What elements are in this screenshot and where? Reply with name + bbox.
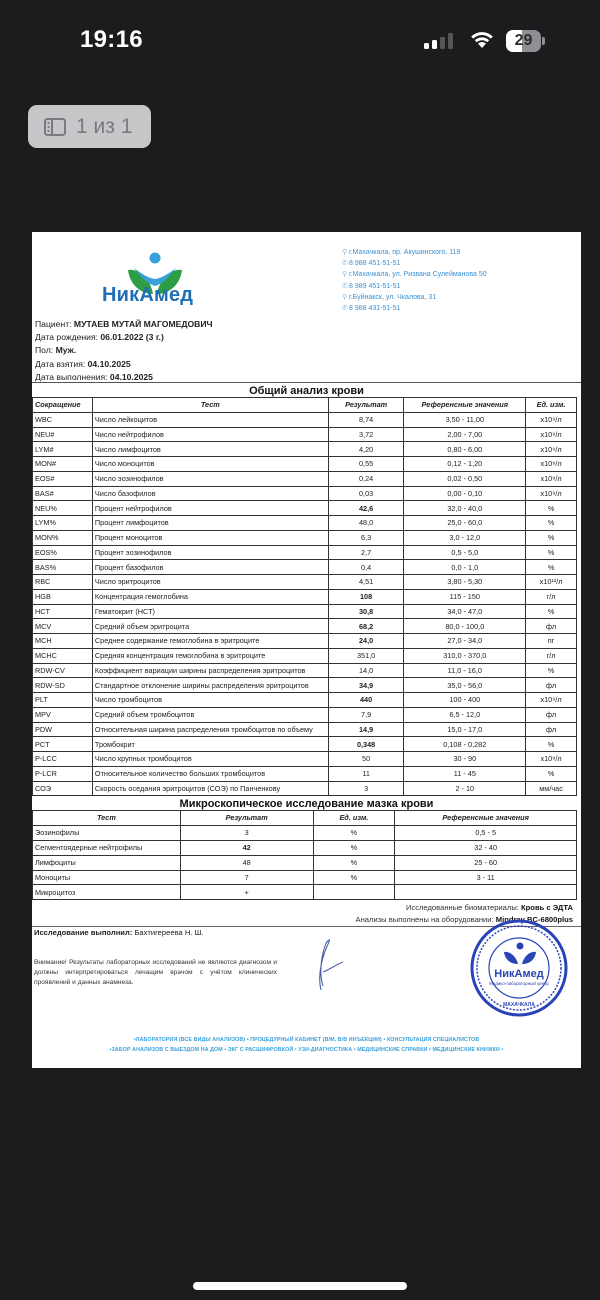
- cbc-reference: 3,80 - 5,30: [404, 575, 526, 590]
- micro-result: +: [180, 885, 313, 900]
- cbc-unit: x10⁹/л: [526, 427, 577, 442]
- cbc-unit: x10⁹/л: [526, 412, 577, 427]
- cbc-reference: 0,00 - 0,10: [404, 486, 526, 501]
- cbc-reference: 15,0 - 17,0: [404, 722, 526, 737]
- cbc-reference: 0,0 - 1,0: [404, 560, 526, 575]
- micro-result: 7: [180, 870, 313, 885]
- col-header-test: Тест: [33, 811, 181, 826]
- col-header-result: Результат: [180, 811, 313, 826]
- cbc-unit: %: [526, 501, 577, 516]
- cbc-reference: 3,50 - 11,00: [404, 412, 526, 427]
- services-footer: •ЛАБОРАТОРИЯ (ВСЕ ВИДЫ АНАЛИЗОВ) • ПРОЦЕДУРНЫЙ КАБИНЕТ (В/М, В/В ИНЪЕКЦИИ) • КОНСУЛЬТАЦИЯ СПЕЦИАЛИСТОВ •ЗАБОР АНАЛИЗОВ С ВЫЕЗДОМ НА ДОМ • ЭКГ С РАСШИФРОВКОЙ • УЗИ-ДИАГНОСТИКА • МЕДИЦИНСКИЕ СПРАВКИ • МЕДИЦИНСКИЕ КНИЖКИ •: [109, 1037, 504, 1053]
- cbc-result: 11: [328, 766, 404, 781]
- cbc-test: Число нейтрофилов: [92, 427, 328, 442]
- cbc-row: [33, 412, 577, 427]
- cbc-test: Число моноцитов: [92, 457, 328, 472]
- cbc-row: [33, 530, 577, 545]
- cbc-title: Общий анализ крови: [249, 385, 364, 397]
- brand-name: НикАмед: [102, 284, 194, 306]
- cbc-abbr: PDW: [33, 722, 93, 737]
- cbc-reference: 0,12 - 1,20: [404, 457, 526, 472]
- cbc-test: Относительное количество больших тромбоцитов: [92, 766, 328, 781]
- micro-reference: 25 - 60: [395, 855, 577, 870]
- cbc-unit: г/л: [526, 589, 577, 604]
- cbc-result: 14,0: [328, 663, 404, 678]
- cbc-result: 2,7: [328, 545, 404, 560]
- cbc-abbr: MON%: [33, 530, 93, 545]
- cbc-unit: %: [526, 516, 577, 531]
- cbc-test: Число эозинофилов: [92, 471, 328, 486]
- cbc-abbr: EOS#: [33, 471, 93, 486]
- cbc-result: 440: [328, 693, 404, 708]
- cbc-row: [33, 722, 577, 737]
- cbc-reference: 11 - 45: [404, 766, 526, 781]
- cbc-unit: %: [526, 530, 577, 545]
- cbc-test: Стандартное отклонение ширины распределения эритроцитов: [92, 678, 328, 693]
- micro-table: [32, 810, 577, 900]
- equipment-value: Mindray BC-6800plus: [495, 914, 573, 924]
- micro-test: Сегментоядерные нейтрофилы: [33, 840, 181, 855]
- location-pin-icon: ⚲: [342, 249, 348, 256]
- cbc-test: Относительная ширина распределения тромбоцитов по объему: [92, 722, 328, 737]
- cbc-unit: фл: [526, 619, 577, 634]
- cbc-test: Процент базофилов: [92, 560, 328, 575]
- cbc-reference: 0,5 - 5,0: [404, 545, 526, 560]
- cbc-row: [33, 781, 577, 796]
- micro-reference: [395, 885, 577, 900]
- cbc-abbr: MCH: [33, 634, 93, 649]
- cbc-row: [33, 648, 577, 663]
- micro-row: [33, 825, 577, 840]
- micro-unit: [313, 885, 395, 900]
- cbc-unit: фл: [526, 707, 577, 722]
- cbc-unit: x10⁹/л: [526, 752, 577, 767]
- cbc-abbr: PLT: [33, 693, 93, 708]
- biomaterial-value: Кровь с ЭДТА: [521, 903, 573, 912]
- status-time: 19:16: [80, 26, 143, 53]
- cbc-row: [33, 737, 577, 752]
- cbc-row: [33, 501, 577, 516]
- cbc-row: [33, 693, 577, 708]
- cbc-abbr: RBC: [33, 575, 93, 590]
- micro-reference: 32 - 40: [395, 840, 577, 855]
- sidebar-toggle-icon: [44, 118, 66, 136]
- cbc-test: Процент лимфоцитов: [92, 516, 328, 531]
- cbc-test: Число крупных тромбоцитов: [92, 752, 328, 767]
- micro-result: 48: [180, 855, 313, 870]
- col-header-unit: Ед. изм.: [526, 398, 577, 413]
- cbc-test: Число эритроцитов: [92, 575, 328, 590]
- sample-done-line: Дата выполнения: 04.10.2025: [35, 371, 153, 382]
- cbc-result: 3: [328, 781, 404, 796]
- cbc-unit: x10⁹/л: [526, 442, 577, 457]
- cbc-row: [33, 516, 577, 531]
- contact-line: ⚲ г.Махачкала, пр. Акушинского, 119: [342, 247, 487, 258]
- micro-test: Моноциты: [33, 870, 181, 885]
- cbc-abbr: NEU#: [33, 427, 93, 442]
- cbc-abbr: MCV: [33, 619, 93, 634]
- col-header-result: Результат: [328, 398, 404, 413]
- cbc-reference: 0,108 - 0,282: [404, 737, 526, 752]
- cbc-reference: 115 - 150: [404, 589, 526, 604]
- cbc-test: Число тромбоцитов: [92, 693, 328, 708]
- cbc-test: Скорость оседания эритроцитов (СОЭ) по Панченкову: [92, 781, 328, 796]
- cbc-result: 108: [328, 589, 404, 604]
- location-pin-icon: ⚲: [342, 271, 348, 279]
- micro-result: 42: [180, 840, 313, 855]
- contact-line: ✆8 988 451-51-51: [342, 258, 487, 269]
- cbc-abbr: P-LCC: [33, 752, 93, 767]
- cbc-row: [33, 575, 577, 590]
- cbc-reference: 30 - 90: [404, 752, 526, 767]
- cbc-reference: 27,0 - 34,0: [404, 634, 526, 649]
- cbc-reference: 310,0 - 370,0: [404, 648, 526, 663]
- patient-sex-line: Пол: Муж.: [35, 345, 77, 356]
- col-header-unit: Ед. изм.: [313, 811, 395, 826]
- cbc-abbr: HCT: [33, 604, 93, 619]
- cbc-unit: x10¹²/л: [526, 575, 577, 590]
- col-header-reference: Референсные значения: [404, 398, 526, 413]
- cbc-test: Средний объем тромбоцитов: [92, 707, 328, 722]
- cbc-result: 0,348: [328, 737, 404, 752]
- cbc-row: [33, 457, 577, 472]
- contact-line: ⚲ г.Махачкала, ул. Ризвана Сулейманова 50: [342, 269, 487, 280]
- cbc-test: Процент эозинофилов: [92, 545, 328, 560]
- cbc-result: 0,55: [328, 457, 404, 472]
- cbc-result: 4,20: [328, 442, 404, 457]
- cbc-unit: %: [526, 663, 577, 678]
- cbc-row: [33, 560, 577, 575]
- cbc-unit: мм/час: [526, 781, 577, 796]
- cbc-row: [33, 707, 577, 722]
- cbc-reference: 34,0 - 47,0: [404, 604, 526, 619]
- cbc-test: Концентрация гемоглобина: [92, 589, 328, 604]
- sample-taken-date: 04.10.2025: [87, 358, 131, 369]
- cbc-result: 14,9: [328, 722, 404, 737]
- cbc-abbr: EOS%: [33, 545, 93, 560]
- svg-text:МАХАЧКАЛА: МАХАЧКАЛА: [503, 1002, 535, 1008]
- lab-report-document: [32, 232, 581, 1068]
- cbc-row: [33, 634, 577, 649]
- patient-name-line: Пациент: МУТАЕВ МУТАЙ МАГОМЕДОВИЧ: [35, 319, 213, 329]
- cbc-result: 0,4: [328, 560, 404, 575]
- cbc-unit: %: [526, 737, 577, 752]
- svg-text:НикАмед: НикАмед: [494, 968, 544, 980]
- cbc-row: [33, 752, 577, 767]
- cbc-row: [33, 471, 577, 486]
- cbc-test: Тромбокрит: [92, 737, 328, 752]
- cbc-abbr: RDW-SD: [33, 678, 93, 693]
- cbc-reference: 80,0 - 100,0: [404, 619, 526, 634]
- micro-unit: %: [313, 840, 395, 855]
- cbc-result: 0,03: [328, 486, 404, 501]
- patient-info: [35, 318, 213, 384]
- cbc-abbr: BAS#: [33, 486, 93, 501]
- micro-row: [33, 885, 577, 900]
- cbc-abbr: MCHC: [33, 648, 93, 663]
- cbc-abbr: WBC: [33, 412, 93, 427]
- cbc-result: 3,72: [328, 427, 404, 442]
- phone-icon: ✆: [342, 260, 348, 268]
- cbc-abbr: BAS%: [33, 560, 93, 575]
- disclaimer-notice: Внимание! Результаты лабораторных исследований не являются диагнозом и должны интерпретироваться лечащим врачом с учётом клинических проявлений и данных анамнеза.: [34, 959, 277, 986]
- cbc-unit: x10⁹/л: [526, 693, 577, 708]
- cbc-test: Число лимфоцитов: [92, 442, 328, 457]
- cbc-test: Коэффициент вариации ширины распределения эритроцитов: [92, 663, 328, 678]
- sample-done-date: 04.10.2025: [109, 371, 153, 382]
- cbc-test: Средняя концентрация гемоглобина в эритроците: [92, 648, 328, 663]
- micro-row: [33, 855, 577, 870]
- patient-dob: 06.01.2022 (3 г.): [100, 332, 164, 343]
- micro-test: Микроцитоз: [33, 885, 181, 900]
- cbc-row: [33, 486, 577, 501]
- cbc-reference: 100 - 400: [404, 693, 526, 708]
- cbc-abbr: RDW-CV: [33, 663, 93, 678]
- cbc-test: Гематокрит (НСТ): [92, 604, 328, 619]
- clinic-contacts: [342, 247, 487, 314]
- micro-result: 3: [180, 825, 313, 840]
- cbc-reference: 6,5 - 12,0: [404, 707, 526, 722]
- col-header-test: Тест: [92, 398, 328, 413]
- cbc-row: [33, 678, 577, 693]
- cbc-row: [33, 427, 577, 442]
- cbc-test: Число лейкоцитов: [92, 412, 328, 427]
- micro-title: Микроскопическое исследование мазка крови: [179, 798, 434, 810]
- divider: [32, 382, 581, 383]
- cbc-test: Процент нейтрофилов: [92, 501, 328, 516]
- cbc-result: 68,2: [328, 619, 404, 634]
- contact-line: ⚲ г.Буйнакск, ул. Чкалова, 31: [342, 292, 487, 303]
- cbc-reference: 35,0 - 56,0: [404, 678, 526, 693]
- cbc-table: [32, 397, 577, 796]
- micro-reference: 0,5 - 5: [395, 825, 577, 840]
- cbc-row: [33, 766, 577, 781]
- micro-unit: %: [313, 855, 395, 870]
- cbc-row: [33, 442, 577, 457]
- cbc-result: 7,9: [328, 707, 404, 722]
- location-pin-icon: ⚲: [342, 293, 348, 301]
- cbc-test: Процент моноцитов: [92, 530, 328, 545]
- cbc-result: 24,0: [328, 634, 404, 649]
- cbc-row: [33, 545, 577, 560]
- svg-text:Медико-лабораторный центр: Медико-лабораторный центр: [489, 981, 549, 986]
- status-bar: [0, 0, 600, 80]
- micro-unit: %: [313, 870, 395, 885]
- cbc-reference: 2 - 10: [404, 781, 526, 796]
- page-indicator-button[interactable]: [28, 105, 151, 148]
- cellular-signal-icon: [424, 33, 456, 49]
- cbc-reference: 3,0 - 12,0: [404, 530, 526, 545]
- cbc-header-row: [33, 398, 577, 413]
- cbc-row: [33, 663, 577, 678]
- cbc-result: 4,51: [328, 575, 404, 590]
- cbc-result: 0,24: [328, 471, 404, 486]
- cbc-result: 48,0: [328, 516, 404, 531]
- biomaterial-info: Исследованные биоматериалы: Кровь с ЭДТА Анализы выполнены на оборудовании: Mindray BC-6800plus: [355, 903, 573, 924]
- cbc-reference: 32,0 - 40,0: [404, 501, 526, 516]
- cbc-row: [33, 604, 577, 619]
- micro-row: [33, 870, 577, 885]
- contact-line: ✆8 988 431-51-51: [342, 303, 487, 314]
- patient-sex: Муж.: [55, 345, 77, 356]
- cbc-result: 30,8: [328, 604, 404, 619]
- cbc-unit: %: [526, 560, 577, 575]
- cbc-reference: 0,02 - 0,50: [404, 471, 526, 486]
- cbc-result: 6,3: [328, 530, 404, 545]
- battery-icon: [506, 30, 546, 52]
- cbc-abbr: СОЭ: [33, 781, 93, 796]
- phone-icon: ✆: [342, 282, 348, 290]
- patient-dob-line: Дата рождения: 06.01.2022 (3 г.): [35, 332, 164, 343]
- sample-taken-line: Дата взятия: 04.10.2025: [35, 358, 131, 369]
- micro-unit: %: [313, 825, 395, 840]
- micro-reference: 3 - 11: [395, 870, 577, 885]
- cbc-row: [33, 589, 577, 604]
- cbc-result: 351,0: [328, 648, 404, 663]
- cbc-unit: %: [526, 604, 577, 619]
- cbc-abbr: P-LCR: [33, 766, 93, 781]
- cbc-abbr: HGB: [33, 589, 93, 604]
- micro-row: [33, 840, 577, 855]
- wifi-icon: [468, 28, 496, 50]
- performer-line: Исследование выполнил: Бахтигереева Н. Ш.: [34, 928, 204, 937]
- cbc-abbr: LYM%: [33, 516, 93, 531]
- cbc-result: 34,9: [328, 678, 404, 693]
- cbc-result: 8,74: [328, 412, 404, 427]
- cbc-unit: г/л: [526, 648, 577, 663]
- cbc-unit: фл: [526, 678, 577, 693]
- patient-name: МУТАЕВ МУТАЙ МАГОМЕДОВИЧ: [73, 319, 213, 329]
- col-header-reference: Референсные значения: [395, 811, 577, 826]
- cbc-unit: %: [526, 545, 577, 560]
- cbc-unit: x10⁹/л: [526, 471, 577, 486]
- clinic-stamp-icon: [468, 918, 570, 1018]
- cbc-reference: 11,0 - 16,0: [404, 663, 526, 678]
- cbc-test: Число базофилов: [92, 486, 328, 501]
- cbc-reference: 2,00 - 7,00: [404, 427, 526, 442]
- cbc-abbr: MON#: [33, 457, 93, 472]
- cbc-row: [33, 619, 577, 634]
- cbc-result: 50: [328, 752, 404, 767]
- micro-test: Лимфоциты: [33, 855, 181, 870]
- contact-line: ✆8 989 451-51-51: [342, 281, 487, 292]
- battery-level: 29: [514, 32, 533, 49]
- micro-header-row: [33, 811, 577, 826]
- cbc-abbr: MPV: [33, 707, 93, 722]
- cbc-unit: x10⁹/л: [526, 486, 577, 501]
- page-indicator-label: 1 из 1: [76, 114, 133, 138]
- phone-icon: ✆: [342, 305, 348, 313]
- cbc-test: Среднее содержание гемоглобина в эритроците: [92, 634, 328, 649]
- cbc-abbr: LYM#: [33, 442, 93, 457]
- cbc-result: 42,6: [328, 501, 404, 516]
- signature-image: [307, 934, 347, 994]
- performer-name: Бахтигереева Н. Ш.: [134, 928, 204, 937]
- cbc-abbr: PCT: [33, 737, 93, 752]
- cbc-reference: 25,0 - 60,0: [404, 516, 526, 531]
- cbc-test: Средний объем эритроцита: [92, 619, 328, 634]
- cbc-unit: %: [526, 766, 577, 781]
- col-header-abbr: Сокращение: [33, 398, 93, 413]
- micro-test: Эозинофилы: [33, 825, 181, 840]
- cbc-reference: 0,80 - 6,00: [404, 442, 526, 457]
- cbc-unit: пг: [526, 634, 577, 649]
- cbc-unit: фл: [526, 722, 577, 737]
- cbc-unit: x10⁹/л: [526, 457, 577, 472]
- cbc-abbr: NEU%: [33, 501, 93, 516]
- home-indicator[interactable]: [193, 1282, 407, 1290]
